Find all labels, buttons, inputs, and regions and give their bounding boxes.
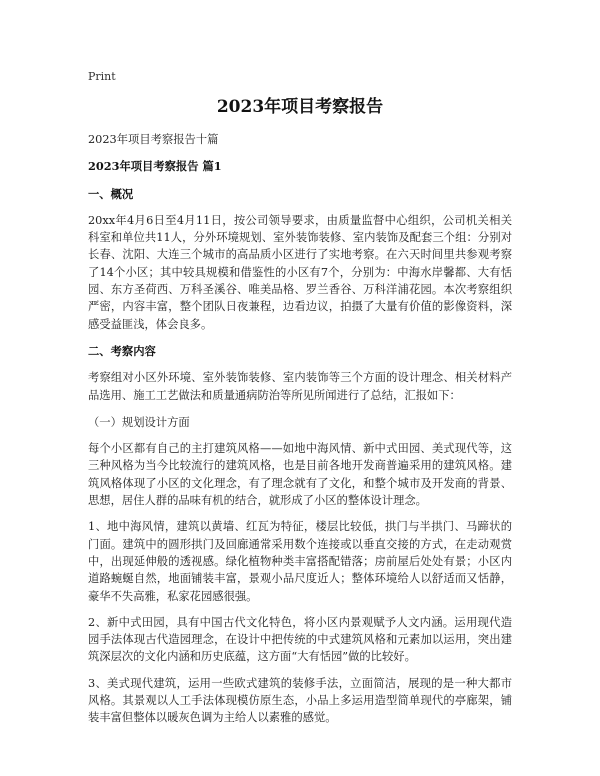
document-body xyxy=(88,131,512,727)
content-intro-paragraph: 考察组对小区外环境、室外装饰装修、室内装饰等三个方面的设计理念、相关材料产品选用、施工工艺做法和质量通病防治等所见所闻进行了总结，汇报如下： xyxy=(88,371,512,402)
planning-paragraph: 每个小区都有自己的主打建筑风格——如地中海风情、新中式田园、美式现代等，这三种风格为当今比较流行的建筑风格，也是目前各地开发商普遍采用的建筑风格。建筑风格体现了小区的文化理念，有了理念就有了文化，和整个城市及开发商的背景、思想，居住人群的品味有机的结合，就形成了小区的整体设计理念。 xyxy=(88,442,512,508)
american-modern-style-paragraph: 3、美式现代建筑，运用一些欧式建筑的装修手法，立面简洁，展现的是一种大都市风格。其景观以人工手法体现模仿原生态，小品上多运用造型简单现代的亭廊架，铺装丰富但整体以暖灰色调为主给人以素雅的感觉。 xyxy=(88,676,512,725)
print-link[interactable]: Print xyxy=(88,70,116,83)
subsection-heading-planning: （一）规划设计方面 xyxy=(88,415,190,429)
page-title: 2023年项目考察报告 xyxy=(216,97,384,117)
section-heading-overview: 一、概况 xyxy=(88,186,134,201)
new-chinese-style-paragraph: 2、新中式田园，具有中国古代文化特色，将小区内景观赋予人文内涵。运用现代造园手法体现古代造园理念，在设计中把传统的中式建筑风格和元素加以运用，突出建筑深层次的文化内涵和历史底蕴，这方面“大有恬园”做的比较好。 xyxy=(88,615,512,664)
mediterranean-style-paragraph: 1、地中海风情，建筑以黄墙、红瓦为特征，楼层比较低，拱门与半拱门、马蹄状的门面。建筑中的圆形拱门及回廊通常采用数个连接或以垂直交接的方式，在走动观赏中，出现延伸般的透视感。绿化植物种类丰富搭配错落；房前屋后处处有景；小区内道路蜿蜒自然，地面铺装丰富，景观小品尺度近人；整体环境给人以舒适而又恬静，豪华不失高雅，私家花园感很强。 xyxy=(88,520,512,603)
article-title: 2023年项目考察报告 篇1 xyxy=(88,159,222,174)
overview-paragraph: 20xx年4月6日至4月11日，按公司领导要求，由质量监督中心组织，公司机关相关科室和单位共11人，分外环境规划、室外装饰装修、室内装饰及配套三个组：分别对长春、沈阳、大连三个城市的高品质小区进行了实地考察。在六天时间里共参观考察了14个小区；其中较具规模和借鉴性的小区有7个，分别为：中海水岸馨都、大有恬园、东方圣荷西、万科圣溪谷、唯美品格、罗兰香谷、万科洋浦花园。本次考察组织严密，内容丰富，整个团队日夜兼程，边看边议，拍摄了大量有价值的影像资料，深感受益匪浅，体会良多。 xyxy=(88,213,512,331)
document-subtitle: 2023年项目考察报告十篇 xyxy=(88,133,219,146)
section-heading-content: 二、考察内容 xyxy=(88,343,156,358)
